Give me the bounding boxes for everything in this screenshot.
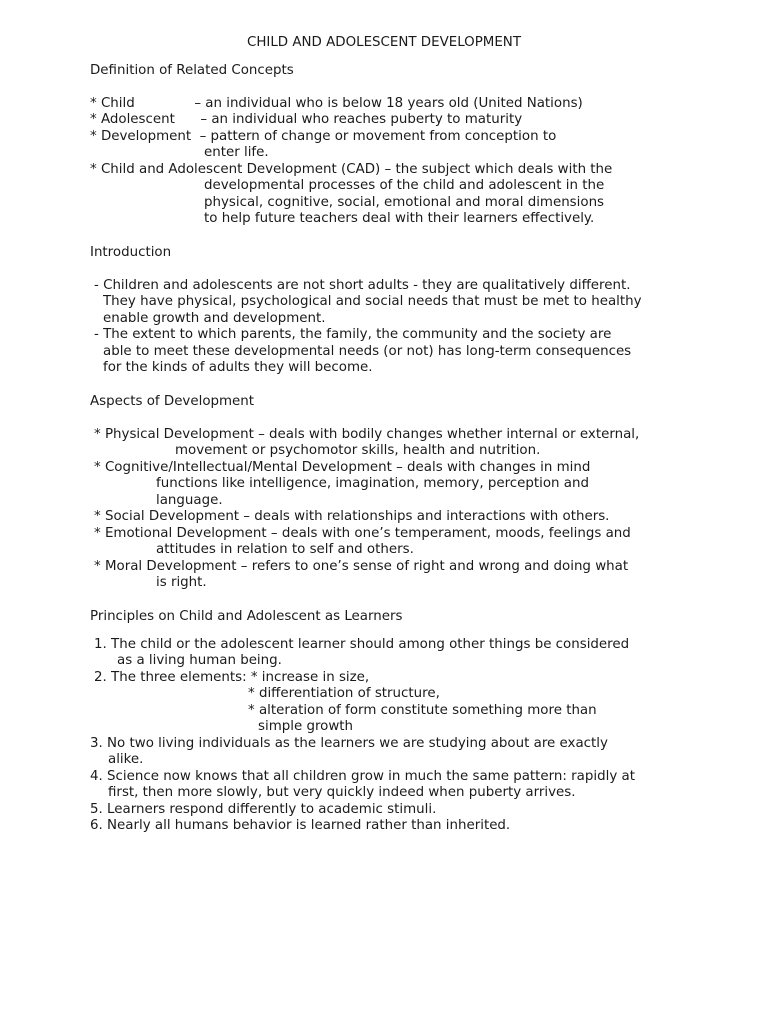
principle-item-cont: * differentiation of structure, xyxy=(248,686,440,701)
introduction-paragraph: - The extent to which parents, the family, the community and the society are xyxy=(94,327,612,342)
introduction-paragraph-cont: enable growth and development. xyxy=(103,311,326,326)
principle-item-cont: simple growth xyxy=(258,719,354,734)
introduction-paragraph-cont: able to meet these developmental needs (or not) has long-term consequences xyxy=(103,344,632,359)
principle-item-cont: as a living human being. xyxy=(117,653,282,668)
document-title: CHILD AND ADOLESCENT DEVELOPMENT xyxy=(246,35,522,50)
aspect-physical: * Physical Development – deals with bodily changes whether internal or external, xyxy=(94,427,640,442)
introduction-paragraph-cont: They have physical, psychological and social needs that must be met to healthy xyxy=(103,294,642,309)
aspect-emotional-cont: attitudes in relation to self and others. xyxy=(156,542,414,557)
aspects-heading: Aspects of Development xyxy=(90,394,255,409)
definition-child: * Child – an individual who is below 18 years old (United Nations) xyxy=(90,96,583,111)
principle-item: 3. No two living individuals as the learners we are studying about are exactly xyxy=(90,736,608,751)
definition-cad: * Child and Adolescent Development (CAD) – the subject which deals with the xyxy=(90,162,613,177)
aspect-physical-cont: movement or psychomotor skills, health and nutrition. xyxy=(175,443,541,458)
principle-item-cont: first, then more slowly, but very quickly indeed when puberty arrives. xyxy=(108,785,576,800)
principle-item: 5. Learners respond differently to academic stimuli. xyxy=(90,802,437,817)
aspect-moral: * Moral Development – refers to one’s sense of right and wrong and doing what xyxy=(94,559,629,574)
definition-development: * Development – pattern of change or movement from conception to xyxy=(90,129,557,144)
principles-heading: Principles on Child and Adolescent as Learners xyxy=(90,609,403,624)
principle-item: 1. The child or the adolescent learner should among other things be considered xyxy=(94,637,630,652)
aspect-moral-cont: is right. xyxy=(156,575,207,590)
definition-cad-cont: to help future teachers deal with their learners effectively. xyxy=(204,211,595,226)
aspect-emotional: * Emotional Development – deals with one’s temperament, moods, feelings and xyxy=(94,526,631,541)
introduction-paragraph-cont: for the kinds of adults they will become. xyxy=(103,360,373,375)
aspect-social: * Social Development – deals with relationships and interactions with others. xyxy=(94,509,610,524)
aspect-cognitive-cont: functions like intelligence, imagination, memory, perception and xyxy=(156,476,589,491)
definition-cad-cont: physical, cognitive, social, emotional and moral dimensions xyxy=(204,195,605,210)
aspect-cognitive: * Cognitive/Intellectual/Mental Development – deals with changes in mind xyxy=(94,460,591,475)
definitions-heading: Definition of Related Concepts xyxy=(90,63,294,78)
principle-item: 2. The three elements: * increase in size, xyxy=(94,670,370,685)
definition-cad-cont: developmental processes of the child and adolescent in the xyxy=(204,178,605,193)
principle-item: 4. Science now knows that all children grow in much the same pattern: rapidly at xyxy=(90,769,635,784)
definition-development-cont: enter life. xyxy=(204,145,269,160)
aspect-cognitive-cont: language. xyxy=(156,493,223,508)
principle-item-cont: * alteration of form constitute something more than xyxy=(248,703,597,718)
introduction-heading: Introduction xyxy=(90,245,172,260)
introduction-paragraph: - Children and adolescents are not short adults - they are qualitatively different. xyxy=(94,278,631,293)
principle-item-cont: alike. xyxy=(108,752,144,767)
principle-item: 6. Nearly all humans behavior is learned rather than inherited. xyxy=(90,818,511,833)
definition-adolescent: * Adolescent – an individual who reaches puberty to maturity xyxy=(90,112,523,127)
